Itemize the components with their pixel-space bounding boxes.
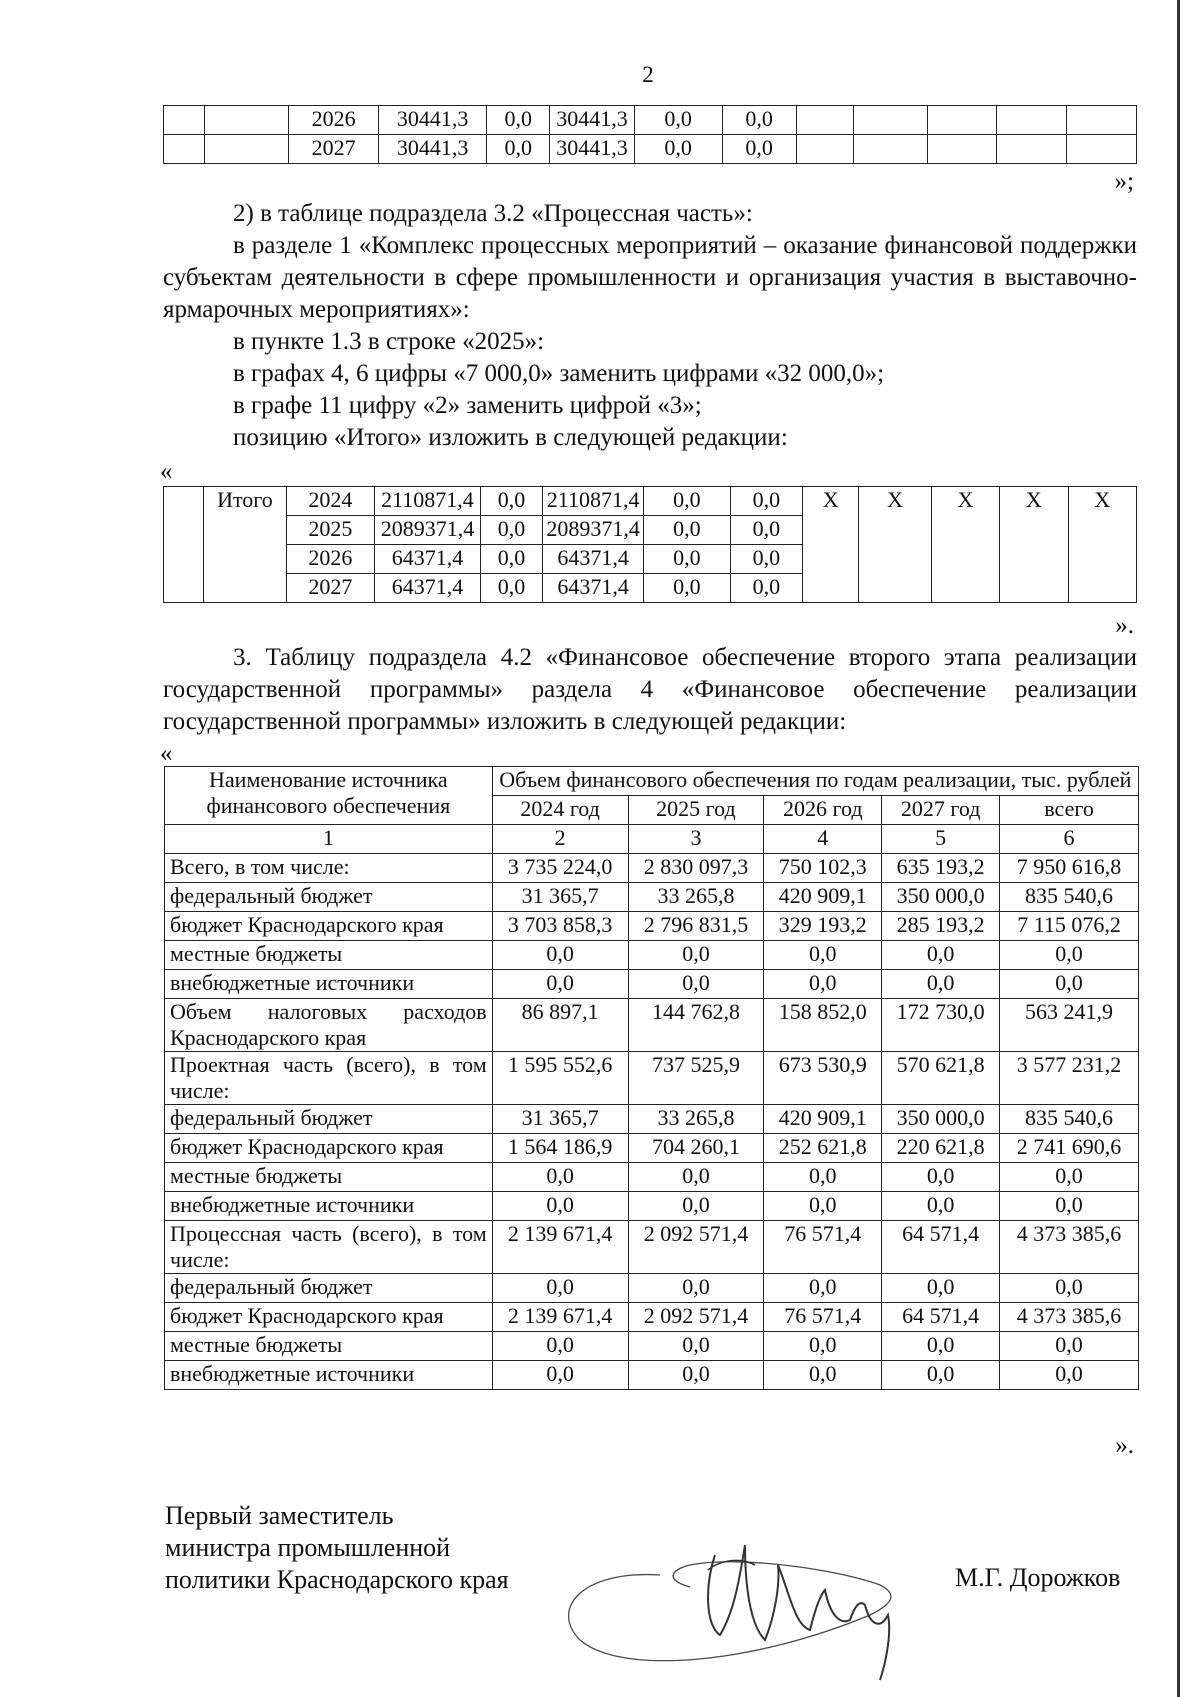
paragraph-6: в графе 11 цифру «2» заменить цифрой «3»; — [233, 392, 702, 419]
table-cell: 0,0 — [480, 545, 542, 574]
quote-open-1: « — [160, 458, 173, 485]
source-name: федеральный бюджет — [165, 883, 493, 912]
source-name: внебюджетные источники — [165, 970, 493, 999]
amount-cell: 420 909,1 — [764, 883, 882, 912]
table-cell — [927, 106, 997, 135]
amount-cell: 0,0 — [628, 1192, 764, 1221]
table-cell — [1067, 106, 1137, 135]
paragraph-2: 2) в таблице подраздела 3.2 «Процессная часть»: — [233, 200, 753, 227]
table-cell — [853, 106, 927, 135]
amount-cell: 563 241,9 — [1000, 999, 1139, 1052]
signatory-line-3: политики Краснодарского края — [165, 1565, 509, 1594]
amount-cell: 0,0 — [882, 1332, 1000, 1361]
table-row — [164, 106, 1137, 135]
amount-cell: 2 830 097,3 — [628, 854, 764, 883]
amount-cell: 0,0 — [492, 1361, 628, 1390]
x-mark-cell: X — [1068, 487, 1136, 603]
table-cell: 30441,3 — [379, 106, 487, 135]
table-cell: 64371,4 — [375, 574, 481, 603]
table-cell — [164, 106, 205, 135]
amount-cell: 7 950 616,8 — [1000, 854, 1139, 883]
table-row — [165, 1134, 1139, 1163]
table-cell: 2027 — [286, 574, 375, 603]
x-mark-cell: X — [931, 487, 999, 603]
amount-cell: 252 621,8 — [764, 1134, 882, 1163]
amount-cell: 350 000,0 — [882, 1105, 1000, 1134]
year-header: всего — [1000, 796, 1139, 825]
table-cell: 30441,3 — [379, 135, 487, 164]
amount-cell: 0,0 — [764, 1332, 882, 1361]
scan-edge — [1177, 0, 1180, 1697]
amount-cell: 0,0 — [492, 1274, 628, 1303]
itogo-label: Итого — [204, 487, 286, 603]
table-cell: 0,0 — [644, 516, 730, 545]
source-name: федеральный бюджет — [165, 1105, 493, 1134]
x-mark-cell: X — [1000, 487, 1068, 603]
paragraph-3: в разделе 1 «Комплекс процессных мероприятий – оказание финансовой поддержки субъектам деятельности в сфере промышленности и организация участия в выставочно-ярмарочных мероприятиях»: — [163, 232, 1137, 323]
amount-cell: 0,0 — [1000, 970, 1139, 999]
amount-cell: 0,0 — [882, 1361, 1000, 1390]
year-header: 2027 год — [882, 796, 1000, 825]
table-cell: 0,0 — [722, 106, 796, 135]
amount-cell: 4 373 385,6 — [1000, 1303, 1139, 1332]
quote-close-1: »; — [1114, 168, 1134, 195]
table-cell: 2110871,4 — [375, 487, 481, 516]
empty-cell — [164, 487, 204, 603]
source-name: Объем налоговых расходов Краснодарского края — [165, 999, 493, 1052]
source-name: бюджет Краснодарского края — [165, 1303, 493, 1332]
amount-cell: 0,0 — [882, 1163, 1000, 1192]
table-cell: 0,0 — [730, 545, 802, 574]
amount-cell: 0,0 — [492, 941, 628, 970]
column-number: 1 — [165, 825, 493, 854]
amount-cell: 0,0 — [492, 1332, 628, 1361]
table-cell — [205, 135, 289, 164]
table-cell — [853, 135, 927, 164]
amount-cell: 0,0 — [628, 1163, 764, 1192]
table-cell — [205, 106, 289, 135]
amount-cell: 0,0 — [1000, 1274, 1139, 1303]
column-number: 3 — [628, 825, 764, 854]
table-cell: 30441,3 — [550, 135, 634, 164]
amount-cell: 86 897,1 — [492, 999, 628, 1052]
source-name: внебюджетные источники — [165, 1361, 493, 1390]
amount-cell: 0,0 — [882, 1192, 1000, 1221]
table-cell: 0,0 — [730, 487, 802, 516]
table-cell: 2024 — [286, 487, 375, 516]
table-cell: 64371,4 — [375, 545, 481, 574]
amount-cell: 144 762,8 — [628, 999, 764, 1052]
source-name: Процессная часть (всего), в том числе: — [165, 1221, 493, 1274]
amount-cell: 0,0 — [764, 970, 882, 999]
handwritten-signature — [540, 1515, 920, 1685]
amount-cell: 3 703 858,3 — [492, 912, 628, 941]
amount-cell: 737 525,9 — [628, 1052, 764, 1105]
table-row — [165, 1192, 1139, 1221]
amount-cell: 0,0 — [882, 941, 1000, 970]
header-volume: Объем финансового обеспечения по годам реализации, тыс. рублей — [492, 767, 1138, 796]
table-row — [165, 999, 1139, 1052]
table-cell: 0,0 — [634, 135, 722, 164]
table-cell: 2026 — [286, 545, 375, 574]
amount-cell: 0,0 — [764, 941, 882, 970]
table-row — [164, 487, 1137, 516]
amount-cell: 2 092 571,4 — [628, 1303, 764, 1332]
table-cell: 2110871,4 — [543, 487, 644, 516]
table-cell: 2089371,4 — [375, 516, 481, 545]
paragraph-8: 3. Таблицу подраздела 4.2 «Финансовое обеспечение второго этапа реализации государственной программы» раздела 4 «Финансовое обеспечение реализации государственной программы» изложить в следующей редакции: — [163, 644, 1137, 735]
table-cell: 0,0 — [480, 574, 542, 603]
amount-cell: 0,0 — [1000, 1163, 1139, 1192]
table-cell — [796, 106, 853, 135]
signatory-line-2: министра промышленной — [165, 1533, 451, 1562]
year-header: 2024 год — [492, 796, 628, 825]
source-name: бюджет Краснодарского края — [165, 912, 493, 941]
header-source: Наименование источника финансового обеспечения — [165, 767, 493, 825]
table-cell: 0,0 — [634, 106, 722, 135]
table-cell: 64371,4 — [543, 574, 644, 603]
amount-cell: 0,0 — [764, 1192, 882, 1221]
amount-cell: 750 102,3 — [764, 854, 882, 883]
table-cell: 0,0 — [730, 516, 802, 545]
amount-cell: 570 621,8 — [882, 1052, 1000, 1105]
table-cell: 64371,4 — [543, 545, 644, 574]
amount-cell: 704 260,1 — [628, 1134, 764, 1163]
amount-cell: 158 852,0 — [764, 999, 882, 1052]
amount-cell: 2 796 831,5 — [628, 912, 764, 941]
amount-cell: 329 193,2 — [764, 912, 882, 941]
amount-cell: 0,0 — [492, 1192, 628, 1221]
table-row — [165, 1303, 1139, 1332]
amount-cell: 3 735 224,0 — [492, 854, 628, 883]
table-row — [165, 1105, 1139, 1134]
table-row — [165, 1221, 1139, 1274]
column-number: 4 — [764, 825, 882, 854]
amount-cell: 2 139 671,4 — [492, 1303, 628, 1332]
table-row — [165, 854, 1139, 883]
amount-cell: 0,0 — [1000, 1361, 1139, 1390]
table-cell: 2089371,4 — [543, 516, 644, 545]
paragraph-4: в пункте 1.3 в строке «2025»: — [233, 328, 545, 355]
amount-cell: 420 909,1 — [764, 1105, 882, 1134]
paragraph-7: позицию «Итого» изложить в следующей редакции: — [233, 424, 788, 451]
financing-table — [164, 766, 1139, 1390]
quote-close-2: ». — [1115, 612, 1134, 639]
table-cell: 0,0 — [730, 574, 802, 603]
column-number: 6 — [1000, 825, 1139, 854]
amount-cell: 33 265,8 — [628, 883, 764, 912]
table-row — [165, 912, 1139, 941]
source-name: местные бюджеты — [165, 1163, 493, 1192]
amount-cell: 31 365,7 — [492, 883, 628, 912]
amount-cell: 64 571,4 — [882, 1221, 1000, 1274]
table-cell: 0,0 — [480, 487, 542, 516]
amount-cell: 0,0 — [1000, 1192, 1139, 1221]
table-cell: 0,0 — [644, 574, 730, 603]
table-cell — [997, 106, 1067, 135]
amount-cell: 0,0 — [1000, 941, 1139, 970]
amount-cell: 0,0 — [764, 1361, 882, 1390]
table-cell — [164, 135, 205, 164]
amount-cell: 2 092 571,4 — [628, 1221, 764, 1274]
amount-cell: 1 564 186,9 — [492, 1134, 628, 1163]
amount-cell: 350 000,0 — [882, 883, 1000, 912]
table-cell: 0,0 — [480, 516, 542, 545]
amount-cell: 3 577 231,2 — [1000, 1052, 1139, 1105]
source-name: Всего, в том числе: — [165, 854, 493, 883]
column-number: 5 — [882, 825, 1000, 854]
amount-cell: 0,0 — [628, 1361, 764, 1390]
year-header: 2025 год — [628, 796, 764, 825]
table-row — [164, 135, 1137, 164]
table-cell: 2027 — [289, 135, 379, 164]
amount-cell: 0,0 — [882, 1274, 1000, 1303]
amount-cell: 0,0 — [764, 1163, 882, 1192]
table-cell — [927, 135, 997, 164]
year-header: 2026 год — [764, 796, 882, 825]
amount-cell: 220 621,8 — [882, 1134, 1000, 1163]
table-cell: 0,0 — [486, 106, 550, 135]
table-row — [165, 1163, 1139, 1192]
paragraph-5: в графах 4, 6 цифры «7 000,0» заменить цифрами «32 000,0»; — [233, 360, 885, 387]
amount-cell: 0,0 — [628, 941, 764, 970]
table-cell — [997, 135, 1067, 164]
table-row — [165, 1052, 1139, 1105]
continuation-table — [163, 105, 1137, 164]
source-name: местные бюджеты — [165, 941, 493, 970]
table-cell: 0,0 — [486, 135, 550, 164]
amount-cell: 7 115 076,2 — [1000, 912, 1139, 941]
amount-cell: 673 530,9 — [764, 1052, 882, 1105]
amount-cell: 0,0 — [492, 970, 628, 999]
source-name: местные бюджеты — [165, 1332, 493, 1361]
amount-cell: 76 571,4 — [764, 1303, 882, 1332]
source-name: внебюджетные источники — [165, 1192, 493, 1221]
table-row — [165, 970, 1139, 999]
quote-open-2: « — [160, 740, 173, 767]
table-cell: 2026 — [289, 106, 379, 135]
source-name: бюджет Краснодарского края — [165, 1134, 493, 1163]
signatory-title — [165, 1500, 509, 1596]
amount-cell: 0,0 — [882, 970, 1000, 999]
itogo-table — [163, 486, 1137, 603]
amount-cell: 2 139 671,4 — [492, 1221, 628, 1274]
quote-close-3: ». — [1115, 1432, 1134, 1459]
amount-cell: 0,0 — [1000, 1332, 1139, 1361]
table-cell: 0,0 — [644, 545, 730, 574]
x-mark-cell: X — [803, 487, 859, 603]
table-row — [165, 1274, 1139, 1303]
amount-cell: 0,0 — [492, 1163, 628, 1192]
amount-cell: 4 373 385,6 — [1000, 1221, 1139, 1274]
amount-cell: 172 730,0 — [882, 999, 1000, 1052]
table-cell: 2025 — [286, 516, 375, 545]
x-mark-cell: X — [859, 487, 931, 603]
amount-cell: 0,0 — [628, 1332, 764, 1361]
amount-cell: 0,0 — [628, 970, 764, 999]
table-row — [165, 883, 1139, 912]
amount-cell: 635 193,2 — [882, 854, 1000, 883]
amount-cell: 0,0 — [628, 1274, 764, 1303]
signatory-line-1: Первый заместитель — [165, 1501, 394, 1530]
page-number: 2 — [642, 62, 654, 87]
table-row — [165, 1361, 1139, 1390]
source-name: Проектная часть (всего), в том числе: — [165, 1052, 493, 1105]
table-cell — [796, 135, 853, 164]
amount-cell: 31 365,7 — [492, 1105, 628, 1134]
amount-cell: 0,0 — [764, 1274, 882, 1303]
table-cell: 0,0 — [644, 487, 730, 516]
table-row — [165, 1332, 1139, 1361]
amount-cell: 835 540,6 — [1000, 1105, 1139, 1134]
table-cell — [1067, 135, 1137, 164]
table-row — [165, 941, 1139, 970]
source-name: федеральный бюджет — [165, 1274, 493, 1303]
amount-cell: 835 540,6 — [1000, 883, 1139, 912]
column-number: 2 — [492, 825, 628, 854]
signatory-name: М.Г. Дорожков — [955, 1563, 1121, 1592]
amount-cell: 33 265,8 — [628, 1105, 764, 1134]
amount-cell: 285 193,2 — [882, 912, 1000, 941]
amount-cell: 1 595 552,6 — [492, 1052, 628, 1105]
amount-cell: 76 571,4 — [764, 1221, 882, 1274]
amount-cell: 64 571,4 — [882, 1303, 1000, 1332]
table-cell: 0,0 — [722, 135, 796, 164]
amount-cell: 2 741 690,6 — [1000, 1134, 1139, 1163]
table-cell: 30441,3 — [550, 106, 634, 135]
